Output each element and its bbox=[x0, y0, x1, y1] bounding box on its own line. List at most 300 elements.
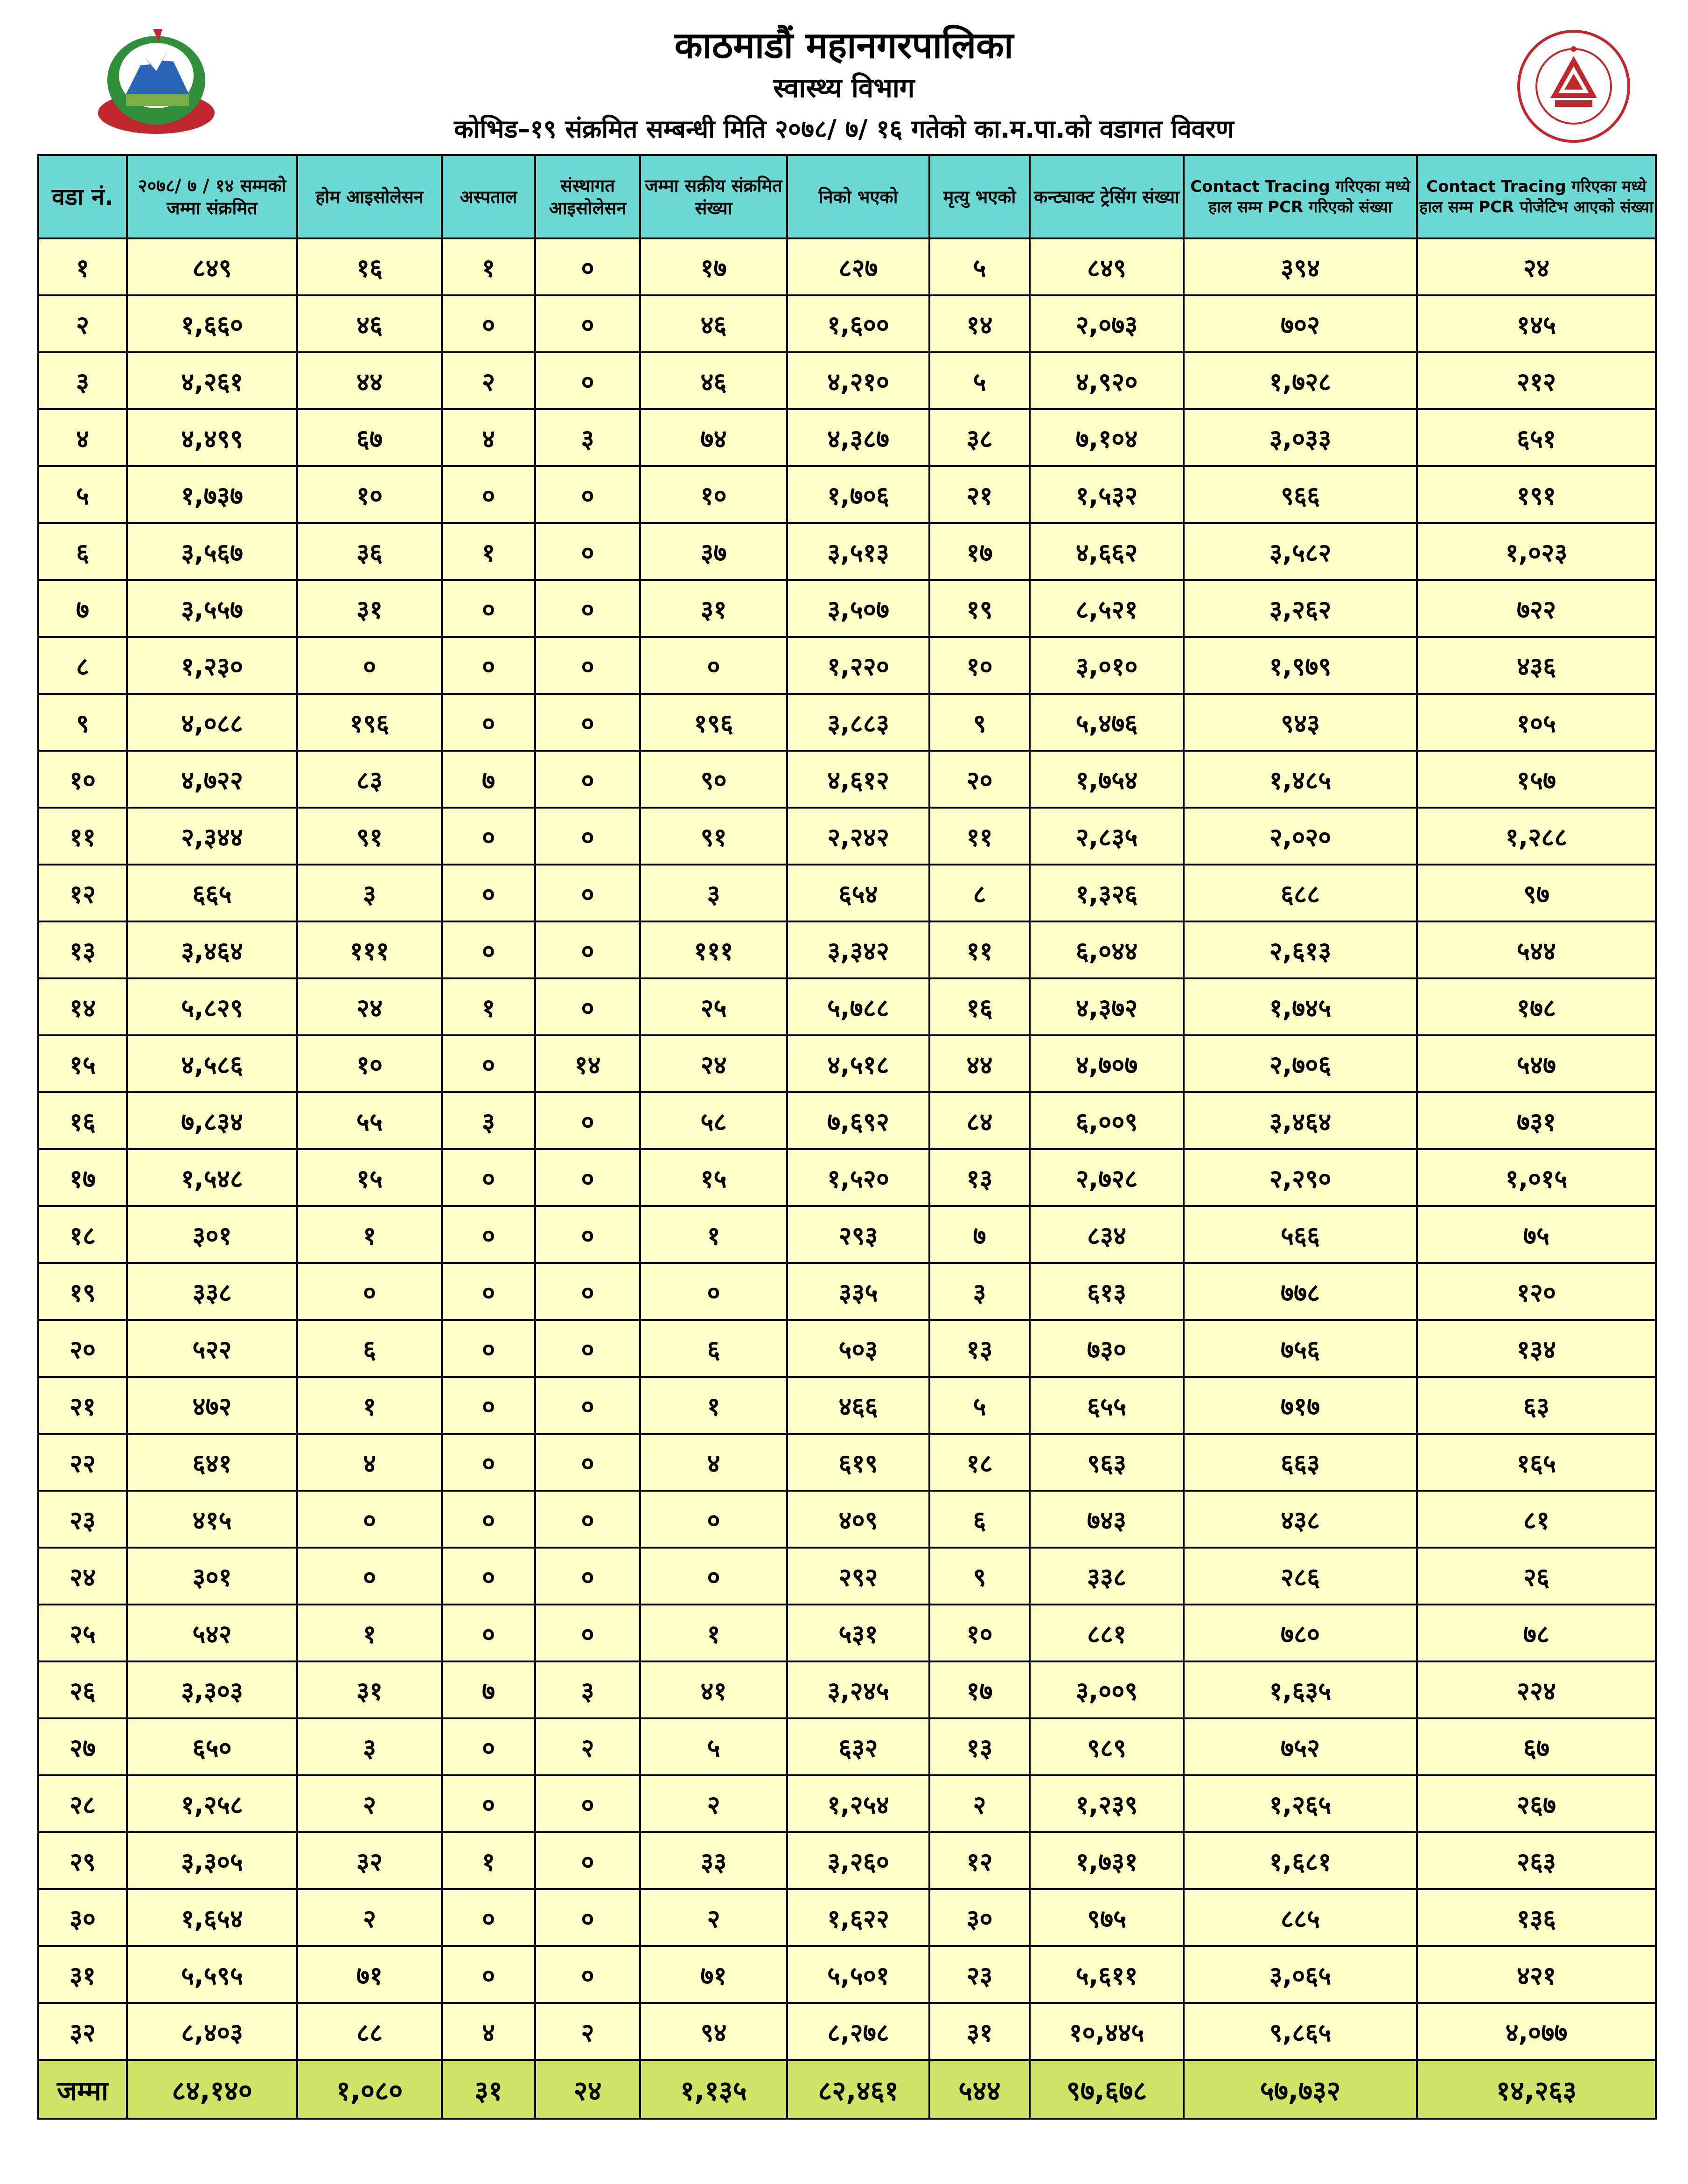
table-cell: ० bbox=[640, 637, 787, 694]
table-cell: ३३८ bbox=[1030, 1548, 1184, 1605]
table-cell: ६४१ bbox=[127, 1434, 297, 1491]
table-cell: १,६५४ bbox=[127, 1889, 297, 1946]
table-cell: २२४ bbox=[1417, 1661, 1656, 1718]
table-cell: ३१ bbox=[929, 2003, 1030, 2060]
table-cell: ३ bbox=[929, 1263, 1030, 1320]
table-cell: २८६ bbox=[1184, 1548, 1417, 1605]
ward-number-cell: १९ bbox=[38, 1263, 127, 1320]
table-cell: २१ bbox=[929, 466, 1030, 523]
table-cell: ६ bbox=[929, 1491, 1030, 1548]
table-row bbox=[38, 694, 1656, 751]
table-cell: १,४८५ bbox=[1184, 751, 1417, 808]
table-cell: ० bbox=[442, 1548, 535, 1605]
total-row bbox=[38, 2060, 1656, 2119]
table-cell: ४,३८७ bbox=[787, 409, 929, 466]
table-body bbox=[38, 238, 1656, 2119]
table-cell: ८८ bbox=[297, 2003, 442, 2060]
table-row bbox=[38, 751, 1656, 808]
table-cell: २,८३५ bbox=[1030, 808, 1184, 865]
table-cell: ८१ bbox=[1417, 1491, 1656, 1548]
table-cell: ० bbox=[640, 1548, 787, 1605]
ward-number-cell: ५ bbox=[38, 466, 127, 523]
ward-number-cell: १५ bbox=[38, 1035, 127, 1092]
table-cell: ८४९ bbox=[1030, 238, 1184, 295]
table-cell: ९१ bbox=[640, 808, 787, 865]
table-cell: २,६१३ bbox=[1184, 921, 1417, 978]
table-cell: ० bbox=[442, 1946, 535, 2003]
table-cell: १०५ bbox=[1417, 694, 1656, 751]
table-cell: १,२५८ bbox=[127, 1775, 297, 1832]
ward-number-cell: २४ bbox=[38, 1548, 127, 1605]
table-cell: १३६ bbox=[1417, 1889, 1656, 1946]
table-cell: ७५ bbox=[1417, 1206, 1656, 1263]
table-cell: ० bbox=[535, 1548, 640, 1605]
table-cell: ५०३ bbox=[787, 1320, 929, 1377]
ward-number-cell: २० bbox=[38, 1320, 127, 1377]
table-row bbox=[38, 523, 1656, 580]
ward-number-cell: १३ bbox=[38, 921, 127, 978]
total-cell: १,१३५ bbox=[640, 2060, 787, 2119]
table-cell: ० bbox=[442, 1775, 535, 1832]
table-row bbox=[38, 1661, 1656, 1718]
table-cell: ८,२७८ bbox=[787, 2003, 929, 2060]
table-cell: ० bbox=[442, 580, 535, 637]
table-cell: २,२४२ bbox=[787, 808, 929, 865]
total-cell: ९७,६७८ bbox=[1030, 2060, 1184, 2119]
table-cell: ० bbox=[535, 637, 640, 694]
table-cell: २६ bbox=[1417, 1548, 1656, 1605]
table-cell: १,२६५ bbox=[1184, 1775, 1417, 1832]
table-cell: ३३५ bbox=[787, 1263, 929, 1320]
table-cell: १,७०६ bbox=[787, 466, 929, 523]
ward-number-cell: १७ bbox=[38, 1149, 127, 1206]
table-cell: १९६ bbox=[640, 694, 787, 751]
table-cell: ७१ bbox=[640, 1946, 787, 2003]
table-cell: ३,०३३ bbox=[1184, 409, 1417, 466]
table-cell: ३१ bbox=[297, 1661, 442, 1718]
ward-number-cell: १८ bbox=[38, 1206, 127, 1263]
table-cell: २६३ bbox=[1417, 1832, 1656, 1889]
table-cell: ० bbox=[297, 1548, 442, 1605]
table-cell: ५८ bbox=[640, 1092, 787, 1149]
ward-number-cell: २६ bbox=[38, 1661, 127, 1718]
table-cell: ५४२ bbox=[127, 1605, 297, 1661]
table-cell: २ bbox=[442, 352, 535, 409]
table-cell: ६१३ bbox=[1030, 1263, 1184, 1320]
total-cell: ८२,४६१ bbox=[787, 2060, 929, 2119]
total-label: जम्मा bbox=[38, 2060, 127, 2119]
table-cell: २,०७३ bbox=[1030, 295, 1184, 352]
table-cell: ९,८६५ bbox=[1184, 2003, 1417, 2060]
table-cell: १० bbox=[929, 637, 1030, 694]
table-cell: १३ bbox=[929, 1320, 1030, 1377]
kathmandu-metropolitan-seal-icon bbox=[1515, 28, 1632, 145]
table-cell: ४३६ bbox=[1417, 637, 1656, 694]
table-cell: ० bbox=[535, 1946, 640, 2003]
table-cell: ० bbox=[442, 1206, 535, 1263]
table-cell: ११ bbox=[929, 921, 1030, 978]
table-cell: १११ bbox=[297, 921, 442, 978]
table-cell: ९ bbox=[929, 694, 1030, 751]
table-cell: ५३१ bbox=[787, 1605, 929, 1661]
table-cell: ३,३०५ bbox=[127, 1832, 297, 1889]
table-cell: ३,०१० bbox=[1030, 637, 1184, 694]
table-cell: ८,५२१ bbox=[1030, 580, 1184, 637]
table-cell: ० bbox=[442, 921, 535, 978]
table-cell: २ bbox=[929, 1775, 1030, 1832]
table-cell: ३ bbox=[640, 865, 787, 921]
table-cell: ३२ bbox=[297, 1832, 442, 1889]
table-cell: ३,३०३ bbox=[127, 1661, 297, 1718]
table-cell: १,७२८ bbox=[1184, 352, 1417, 409]
table-cell: ४७२ bbox=[127, 1377, 297, 1434]
table-cell: ७ bbox=[442, 751, 535, 808]
table-cell: १६ bbox=[297, 238, 442, 295]
table-cell: १०,४४५ bbox=[1030, 2003, 1184, 2060]
column-header: वडा नं. bbox=[38, 155, 127, 238]
table-cell: ३,४६४ bbox=[127, 921, 297, 978]
table-cell: ८ bbox=[929, 865, 1030, 921]
table-cell: ० bbox=[535, 978, 640, 1035]
table-cell: ५२२ bbox=[127, 1320, 297, 1377]
table-cell: १६५ bbox=[1417, 1434, 1656, 1491]
table-cell: ८४ bbox=[929, 1092, 1030, 1149]
table-cell: ० bbox=[442, 1605, 535, 1661]
table-cell: ३९४ bbox=[1184, 238, 1417, 295]
table-cell: ७०२ bbox=[1184, 295, 1417, 352]
ward-number-cell: २८ bbox=[38, 1775, 127, 1832]
table-cell: १२० bbox=[1417, 1263, 1656, 1320]
table-row bbox=[38, 1092, 1656, 1149]
table-row bbox=[38, 466, 1656, 523]
table-cell: १७ bbox=[929, 523, 1030, 580]
table-cell: ४१ bbox=[640, 1661, 787, 1718]
ward-number-cell: १२ bbox=[38, 865, 127, 921]
table-cell: ० bbox=[535, 1605, 640, 1661]
table-cell: ९० bbox=[640, 751, 787, 808]
table-cell: १९१ bbox=[1417, 466, 1656, 523]
table-cell: १,७३१ bbox=[1030, 1832, 1184, 1889]
total-cell: ५४४ bbox=[929, 2060, 1030, 2119]
table-row bbox=[38, 295, 1656, 352]
ward-number-cell: १० bbox=[38, 751, 127, 808]
table-row bbox=[38, 580, 1656, 637]
table-cell: ६७ bbox=[297, 409, 442, 466]
table-cell: ० bbox=[640, 1263, 787, 1320]
table-row bbox=[38, 238, 1656, 295]
table-cell: ६ bbox=[640, 1320, 787, 1377]
table-cell: ४,६१२ bbox=[787, 751, 929, 808]
table-cell: ४,४९९ bbox=[127, 409, 297, 466]
ward-number-cell: २३ bbox=[38, 1491, 127, 1548]
table-cell: ७३० bbox=[1030, 1320, 1184, 1377]
table-cell: ० bbox=[535, 1149, 640, 1206]
table-cell: १७८ bbox=[1417, 978, 1656, 1035]
table-cell: ३ bbox=[535, 409, 640, 466]
table-cell: ७ bbox=[929, 1206, 1030, 1263]
table-cell: ७७८ bbox=[1184, 1263, 1417, 1320]
table-cell: ९६३ bbox=[1030, 1434, 1184, 1491]
table-cell: २,०२० bbox=[1184, 808, 1417, 865]
table-cell: १ bbox=[640, 1605, 787, 1661]
ward-number-cell: ११ bbox=[38, 808, 127, 865]
table-cell: ४ bbox=[442, 409, 535, 466]
table-cell: ० bbox=[535, 865, 640, 921]
table-cell: ६७ bbox=[1417, 1718, 1656, 1775]
table-cell: ५,८२९ bbox=[127, 978, 297, 1035]
table-cell: २६७ bbox=[1417, 1775, 1656, 1832]
table-cell: ४६ bbox=[297, 295, 442, 352]
table-cell: ३,४६४ bbox=[1184, 1092, 1417, 1149]
table-cell: ४,७०७ bbox=[1030, 1035, 1184, 1092]
table-cell: ५५ bbox=[297, 1092, 442, 1149]
table-cell: ३,०६५ bbox=[1184, 1946, 1417, 2003]
table-cell: ४६६ bbox=[787, 1377, 929, 1434]
table-cell: ० bbox=[442, 1718, 535, 1775]
table-cell: ५,४७६ bbox=[1030, 694, 1184, 751]
table-cell: ० bbox=[535, 466, 640, 523]
table-cell: ९७ bbox=[1417, 865, 1656, 921]
column-header: मृत्यु भएको bbox=[929, 155, 1030, 238]
table-cell: ६५५ bbox=[1030, 1377, 1184, 1434]
table-cell: १९ bbox=[929, 580, 1030, 637]
table-cell: १,५३२ bbox=[1030, 466, 1184, 523]
table-cell: १६ bbox=[929, 978, 1030, 1035]
table-row bbox=[38, 865, 1656, 921]
table-cell: २ bbox=[297, 1889, 442, 1946]
table-cell: २ bbox=[640, 1775, 787, 1832]
table-cell: १३४ bbox=[1417, 1320, 1656, 1377]
table-cell: १,०२३ bbox=[1417, 523, 1656, 580]
table-cell: ३८ bbox=[929, 409, 1030, 466]
table-cell: ० bbox=[535, 694, 640, 751]
table-cell: ५,६११ bbox=[1030, 1946, 1184, 2003]
table-cell: १,६८१ bbox=[1184, 1832, 1417, 1889]
table-cell: ३ bbox=[535, 1661, 640, 1718]
table-row bbox=[38, 1491, 1656, 1548]
table-cell: ३० bbox=[929, 1889, 1030, 1946]
table-cell: ७१७ bbox=[1184, 1377, 1417, 1434]
ward-number-cell: ८ bbox=[38, 637, 127, 694]
table-cell: १,२८८ bbox=[1417, 808, 1656, 865]
table-cell: ४ bbox=[640, 1434, 787, 1491]
table-cell: ४,३७२ bbox=[1030, 978, 1184, 1035]
table-cell: ७२२ bbox=[1417, 580, 1656, 637]
table-cell: १ bbox=[640, 1377, 787, 1434]
total-cell: २४ bbox=[535, 2060, 640, 2119]
table-cell: ० bbox=[535, 1320, 640, 1377]
table-cell: ६१९ bbox=[787, 1434, 929, 1491]
total-cell: ३१ bbox=[442, 2060, 535, 2119]
table-cell: ४ bbox=[297, 1434, 442, 1491]
table-cell: २,२९० bbox=[1184, 1149, 1417, 1206]
table-row bbox=[38, 978, 1656, 1035]
table-cell: ९४३ bbox=[1184, 694, 1417, 751]
table-cell: ३ bbox=[297, 865, 442, 921]
table-cell: ८८१ bbox=[1030, 1605, 1184, 1661]
table-cell: ४,०७७ bbox=[1417, 2003, 1656, 2060]
table-cell: ७,६९२ bbox=[787, 1092, 929, 1149]
table-cell: ४१५ bbox=[127, 1491, 297, 1548]
table-cell: ० bbox=[442, 1491, 535, 1548]
table-cell: ३,५५७ bbox=[127, 580, 297, 637]
table-cell: ० bbox=[442, 1889, 535, 1946]
table-cell: ५ bbox=[929, 1377, 1030, 1434]
table-cell: १,७५४ bbox=[1030, 751, 1184, 808]
table-cell: ७,१०४ bbox=[1030, 409, 1184, 466]
table-cell: १ bbox=[640, 1206, 787, 1263]
column-header: अस्पताल bbox=[442, 155, 535, 238]
table-cell: ३१ bbox=[640, 580, 787, 637]
column-header: कन्ट्याक्ट ट्रेसिंग संख्या bbox=[1030, 155, 1184, 238]
table-cell: १,६२२ bbox=[787, 1889, 929, 1946]
table-cell: ३७ bbox=[640, 523, 787, 580]
table-cell: ५६६ bbox=[1184, 1206, 1417, 1263]
table-cell: १४ bbox=[929, 295, 1030, 352]
column-header: २०७८/ ७ / १४ सम्मको जम्मा संक्रमित bbox=[127, 155, 297, 238]
table-row bbox=[38, 1320, 1656, 1377]
table-cell: ३,५०७ bbox=[787, 580, 929, 637]
table-cell: ० bbox=[535, 580, 640, 637]
table-cell: ० bbox=[442, 295, 535, 352]
table-cell: ६,००९ bbox=[1030, 1092, 1184, 1149]
table-cell: ० bbox=[535, 523, 640, 580]
table-cell: ५४४ bbox=[1417, 921, 1656, 978]
table-cell: १ bbox=[442, 1832, 535, 1889]
table-cell: ० bbox=[535, 1377, 640, 1434]
table-cell: ६५१ bbox=[1417, 409, 1656, 466]
ward-covid-table bbox=[37, 154, 1657, 2120]
table-cell: १ bbox=[297, 1206, 442, 1263]
table-cell: ७४ bbox=[640, 409, 787, 466]
table-cell: ० bbox=[535, 1434, 640, 1491]
ward-number-cell: ४ bbox=[38, 409, 127, 466]
table-row bbox=[38, 2003, 1656, 2060]
table-cell: १,०१५ bbox=[1417, 1149, 1656, 1206]
ward-number-cell: ३२ bbox=[38, 2003, 127, 2060]
table-cell: २४ bbox=[297, 978, 442, 1035]
table-cell: ९१ bbox=[297, 808, 442, 865]
table-row bbox=[38, 808, 1656, 865]
table-cell: ३,८८३ bbox=[787, 694, 929, 751]
table-cell: ७ bbox=[442, 1661, 535, 1718]
table-cell: ३०१ bbox=[127, 1206, 297, 1263]
table-cell: ० bbox=[535, 1889, 640, 1946]
table-cell: ० bbox=[442, 637, 535, 694]
table-cell: ४,२१० bbox=[787, 352, 929, 409]
table-cell: ३,२६२ bbox=[1184, 580, 1417, 637]
column-header: होम आइसोलेसन bbox=[297, 155, 442, 238]
table-cell: ० bbox=[442, 1035, 535, 1092]
table-row bbox=[38, 1832, 1656, 1889]
table-cell: १,२३९ bbox=[1030, 1775, 1184, 1832]
table-cell: ५ bbox=[929, 352, 1030, 409]
table-cell: ७५२ bbox=[1184, 1718, 1417, 1775]
table-row bbox=[38, 1149, 1656, 1206]
table-cell: २० bbox=[929, 751, 1030, 808]
table-cell: १७ bbox=[929, 1661, 1030, 1718]
table-cell: ४,७२२ bbox=[127, 751, 297, 808]
table-cell: ६५४ bbox=[787, 865, 929, 921]
table-cell: ८३ bbox=[297, 751, 442, 808]
ward-number-cell: १६ bbox=[38, 1092, 127, 1149]
table-cell: २ bbox=[535, 1718, 640, 1775]
table-cell: १३ bbox=[929, 1149, 1030, 1206]
table-row bbox=[38, 1263, 1656, 1320]
table-cell: १,६०० bbox=[787, 295, 929, 352]
column-header: निको भएको bbox=[787, 155, 929, 238]
table-cell: ९७५ bbox=[1030, 1889, 1184, 1946]
table-row bbox=[38, 1889, 1656, 1946]
table-cell: १५ bbox=[297, 1149, 442, 1206]
table-cell: ३,५१३ bbox=[787, 523, 929, 580]
table-cell: ४,९२० bbox=[1030, 352, 1184, 409]
table-cell: ० bbox=[442, 865, 535, 921]
ward-number-cell: ३० bbox=[38, 1889, 127, 1946]
ward-number-cell: ६ bbox=[38, 523, 127, 580]
table-row bbox=[38, 409, 1656, 466]
table-cell: १ bbox=[442, 978, 535, 1035]
table-cell: ० bbox=[297, 637, 442, 694]
table-cell: ५,५०१ bbox=[787, 1946, 929, 2003]
table-cell: ० bbox=[442, 1263, 535, 1320]
table-row bbox=[38, 1775, 1656, 1832]
table-cell: २ bbox=[640, 1889, 787, 1946]
total-cell: १,०८० bbox=[297, 2060, 442, 2119]
table-cell: ५४७ bbox=[1417, 1035, 1656, 1092]
ward-number-cell: २ bbox=[38, 295, 127, 352]
table-cell: ३,५८२ bbox=[1184, 523, 1417, 580]
table-cell: १,६६० bbox=[127, 295, 297, 352]
table-cell: ३,२४५ bbox=[787, 1661, 929, 1718]
table-cell: १ bbox=[442, 238, 535, 295]
column-header: Contact Tracing गरिएका मध्ये हाल सम्म PCR गरिएको संख्या bbox=[1184, 155, 1417, 238]
ward-number-cell: २२ bbox=[38, 1434, 127, 1491]
table-cell: ३ bbox=[442, 1092, 535, 1149]
table-cell: ८३४ bbox=[1030, 1206, 1184, 1263]
ward-number-cell: २७ bbox=[38, 1718, 127, 1775]
table-cell: १ bbox=[442, 523, 535, 580]
ward-number-cell: ७ bbox=[38, 580, 127, 637]
table-cell: ४६ bbox=[640, 352, 787, 409]
table-cell: ० bbox=[535, 751, 640, 808]
table-row bbox=[38, 1605, 1656, 1661]
table-cell: १० bbox=[929, 1605, 1030, 1661]
table-cell: ३०१ bbox=[127, 1548, 297, 1605]
table-row bbox=[38, 637, 1656, 694]
total-cell: १४,२६३ bbox=[1417, 2060, 1656, 2119]
table-cell: १,६३५ bbox=[1184, 1661, 1417, 1718]
table-cell: २४ bbox=[1417, 238, 1656, 295]
table-cell: १० bbox=[297, 1035, 442, 1092]
total-cell: ५७,७३२ bbox=[1184, 2060, 1417, 2119]
table-cell: १११ bbox=[640, 921, 787, 978]
table-cell: ३१ bbox=[297, 580, 442, 637]
ward-number-cell: ३ bbox=[38, 352, 127, 409]
table-cell: ४,५१८ bbox=[787, 1035, 929, 1092]
table-cell: १२ bbox=[929, 1832, 1030, 1889]
table-cell: ० bbox=[640, 1491, 787, 1548]
report-description: कोभिड–१९ संक्रमित सम्बन्धी मिति २०७८/ ७/ १६ गतेको का.म.पा.को वडागत विवरण bbox=[454, 114, 1234, 144]
table-cell: ७४३ bbox=[1030, 1491, 1184, 1548]
table-cell: ० bbox=[442, 466, 535, 523]
table-row bbox=[38, 1377, 1656, 1434]
table-cell: ४२१ bbox=[1417, 1946, 1656, 2003]
table-cell: ० bbox=[535, 1832, 640, 1889]
table-cell: ८४९ bbox=[127, 238, 297, 295]
department-name: स्वास्थ्य विभाग bbox=[773, 72, 915, 104]
table-cell: ३,००९ bbox=[1030, 1661, 1184, 1718]
